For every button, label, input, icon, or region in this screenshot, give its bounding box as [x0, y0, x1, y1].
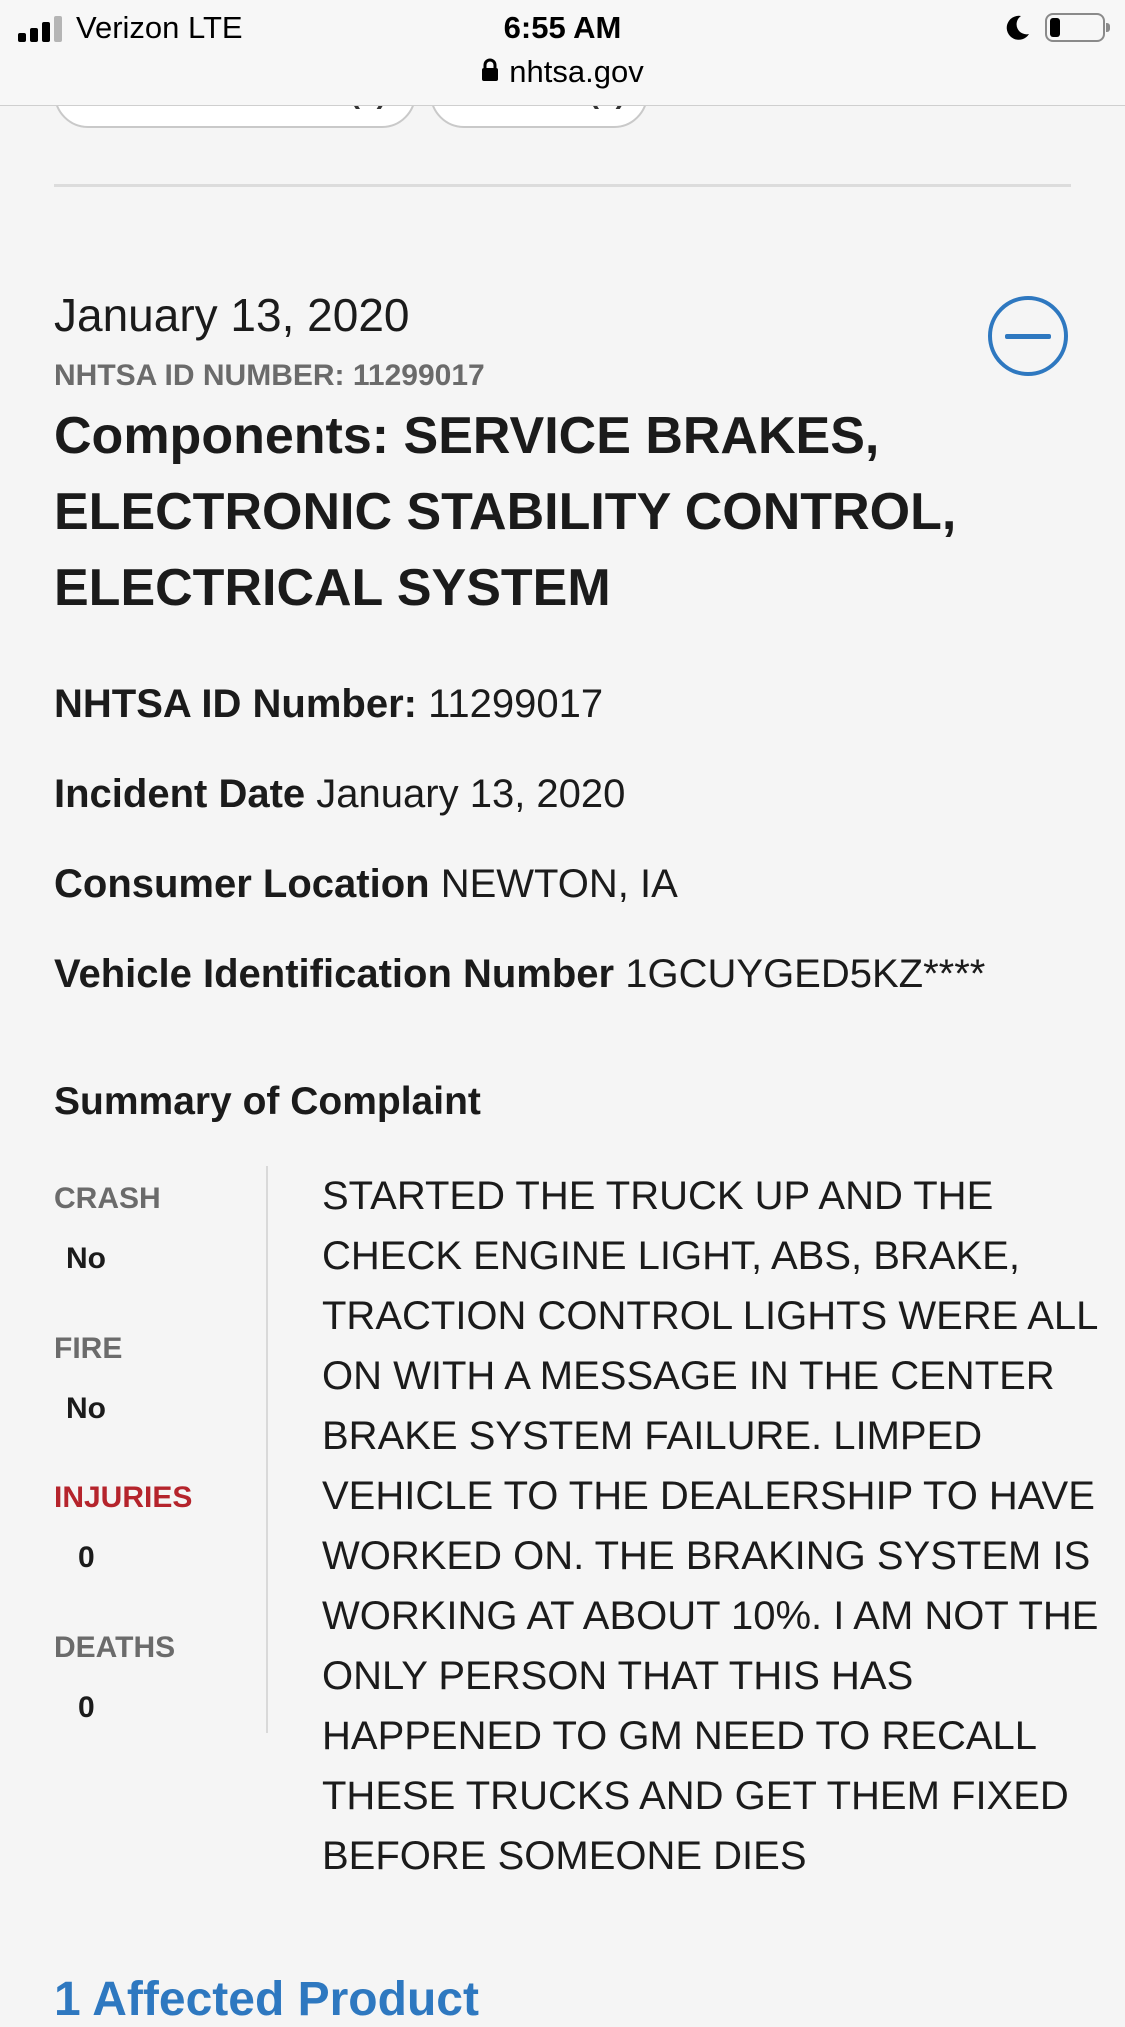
- status-bar: [0, 0, 1125, 106]
- components-heading: Components: SERVICE BRAKES, ELECTRONIC STABILITY CONTROL, ELECTRICAL SYSTEM: [54, 407, 957, 617]
- address-bar[interactable]: [0, 54, 1125, 90]
- carrier-label: Verizon LTE: [76, 10, 243, 45]
- field-consumer-location: [54, 862, 678, 907]
- field-nhtsa-id: [54, 682, 603, 727]
- field-label: Incident Date: [54, 772, 306, 816]
- section-divider: [54, 184, 1071, 187]
- crash-value: No: [66, 1242, 106, 1275]
- complaint-summary-text: STARTED THE TRUCK UP AND THE CHECK ENGINE LIGHT, ABS, BRAKE, TRACTION CONTROL LIGHTS WERE ALL ON WITH A MESSAGE IN THE CENTER BRAKE SYSTEM FAILURE. LIMPED VEHICLE TO THE DEALERSHIP TO HAVE WORKED ON. THE BRAKING SYSTEM IS WORKING AT ABOUT 10%. I AM NOT THE ONLY PERSON THAT THIS HAS HAPPENED TO GM NEED TO RECALL THESE TRUCKS AND GET THEM FIXED BEFORE SOMEONE DIES: [322, 1174, 1099, 1878]
- affected-product-link[interactable]: 1 Affected Product: [54, 1973, 479, 2026]
- injuries-value: 0: [78, 1541, 95, 1574]
- deaths-value: 0: [78, 1691, 95, 1724]
- collapse-icon[interactable]: [988, 296, 1068, 376]
- summary-title: Summary of Complaint: [54, 1080, 481, 1123]
- complaint-id-heading: NHTSA ID NUMBER: 11299017: [54, 359, 485, 392]
- field-label: NHTSA ID Number:: [54, 682, 417, 726]
- crash-label: CRASH: [54, 1182, 161, 1215]
- field-value: 1GCUYGED5KZ****: [625, 952, 986, 996]
- field-value: NEWTON, IA: [440, 862, 678, 906]
- field-label: Vehicle Identification Number: [54, 952, 615, 996]
- field-incident-date: [54, 772, 625, 817]
- fire-value: No: [66, 1392, 106, 1425]
- field-label: Consumer Location: [54, 862, 430, 906]
- field-vin: [54, 952, 985, 997]
- moon-icon: [1003, 14, 1031, 42]
- fire-label: FIRE: [54, 1332, 123, 1365]
- deaths-label: DEATHS: [54, 1631, 176, 1664]
- stats-divider: [266, 1166, 268, 1733]
- field-value: January 13, 2020: [316, 772, 626, 816]
- injuries-label: INJURIES: [54, 1481, 193, 1514]
- clock: 6:55 AM: [503, 10, 622, 45]
- battery-icon: [1045, 13, 1105, 42]
- url-text: nhtsa.gov: [509, 54, 644, 89]
- complaint-date: January 13, 2020: [54, 289, 410, 341]
- lock-icon: [481, 58, 499, 82]
- field-value: 11299017: [428, 682, 604, 726]
